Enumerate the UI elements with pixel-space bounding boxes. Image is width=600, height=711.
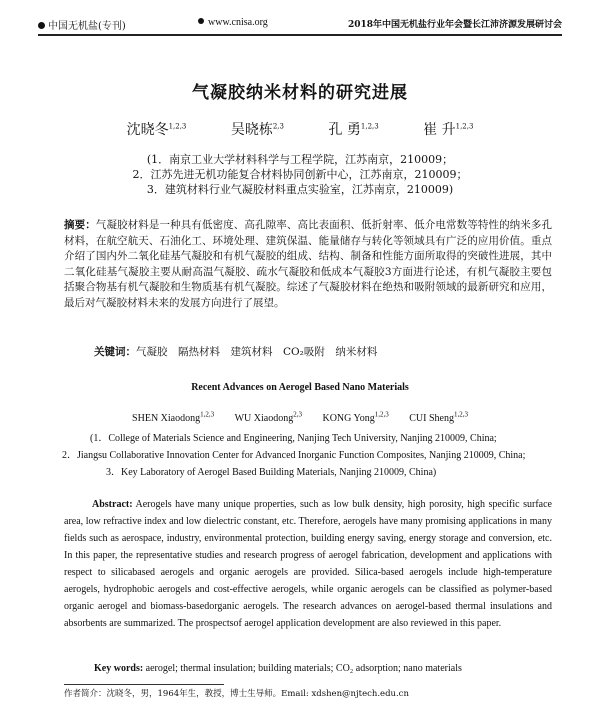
author-en: KONG Yong$^{1,2,3}$ (322, 410, 389, 424)
affiliation-line: (1．南京工业大学材料科学与工程学院，江苏南京，210009； (146, 153, 454, 166)
abstract-cn (64, 218, 552, 311)
author-cn: 沈晓冬$^{1,2,3}$ (126, 122, 187, 138)
journal-name: 中国无机盐(专刊) (38, 17, 126, 32)
conference-name: 2018年中国无机盐行业年会暨长江沛济源发展研讨会 (347, 20, 562, 30)
author-cn: 崔 升$^{1,2,3}$ (423, 122, 474, 138)
running-header (38, 14, 562, 36)
abstract-text-en: Aerogels have many unique properties, such as low bulk density, high porosity, high specific surface area, low refractive index and low dielectric constant, etc. Therefore, aerogels have many promising applications in many fields such as aerospace, industry, environmental protection, building energy saving, energy storage and conversion, etc. In this paper, the representative studies and research progress of aerogel fabrication, development and applications with respect to silicabased aerogels and organic aerogels are provided. Silica-based aerogels include high-temperature aerogels, hydrophobic aerogels and cost-effective aerogels, while organic aerogels can be classified as polymer-based organic aerogel and biomass-basedorganic aerogels. The research advances on aerogel-based thermal insulations and absorbents are summarized. The prospectsof aerogel application development are also reviewed in this paper. (64, 499, 552, 629)
author-cn: 孔 勇$^{1,2,3}$ (328, 122, 379, 138)
paper-title-en: Recent Advances on Aerogel Based Nano Materials (191, 382, 409, 393)
keywords-label-cn: 关键词： (94, 346, 136, 358)
paper-title-cn: 气凝胶纳米材料的研究进展 (192, 83, 408, 103)
affiliation-line: 3．Key Laboratory of Aerogel Based Building Materials, Nanjing 210009, China) (106, 467, 437, 478)
keywords-label-en: Key words: (94, 663, 144, 674)
keywords-text-en: aerogel; thermal insulation; building materials; CO₂ adsorption; nano materials (145, 663, 462, 674)
abstract-en (64, 496, 552, 632)
abstract-text-cn: 气凝胶材料是一种具有低密度、高孔隙率、高比表面积、低折射率、低介电常数等特性的纳米多孔材料，在航空航天、石油化工、环境处理、建筑保温、能量储存与转化等领域具有广泛的应用价值。重点介绍了国内外二氧化硅基气凝胶和有机气凝胶的组成、结构、制备和性能方面所取得的突破性进展，其中二氧化硅基气凝胶主要从耐高温气凝胶、疏水气凝胶和低成本气凝胶3方面进行论述，有机气凝胶主要包括聚合物基有机气凝胶和生物质基有机气凝胶。综述了气凝胶材料在绝热和吸附领域的最新研究和应用，最后对气凝胶材料未来的发展方向进行了展望。 (64, 219, 553, 309)
keywords-en (94, 663, 552, 674)
affiliation-line: 2．Jiangsu Collaborative Innovation Center for Advanced Inorganic Function Composites, Nanjing 210009, China; (62, 450, 526, 461)
affiliations-cn (0, 152, 600, 197)
author-list-en (0, 410, 600, 424)
footnote-divider (64, 684, 224, 685)
author-footnote: 作者简介：沈晓冬，男，1964年生，教授，博士生导师。Email: xdshen@njtech.edu.cn (64, 689, 409, 699)
affiliations-en (62, 430, 552, 481)
author-en: SHEN Xiaodong$^{1,2,3}$ (132, 410, 215, 424)
bullet-icon (198, 18, 204, 24)
keywords-cn (94, 344, 552, 359)
abstract-label-en: Abstract: (92, 499, 133, 510)
affiliation-line: (1．College of Materials Science and Engineering, Nanjing Tech University, Nanjing 210009, China; (90, 433, 497, 444)
affiliation-line: 2．江苏先进无机功能复合材料协同创新中心，江苏南京，210009； (132, 168, 468, 181)
journal-website: www.cnisa.org (198, 17, 268, 28)
author-en: WU Xiaodong$^{2,3}$ (234, 410, 302, 424)
affiliation-line: 3．建筑材料行业气凝胶材料重点实验室，江苏南京，210009) (146, 183, 454, 196)
author-en: CUI Sheng$^{1,2,3}$ (409, 410, 468, 424)
abstract-label-cn: 摘要： (64, 219, 96, 231)
author-cn: 吴晓栋$^{2,3}$ (230, 122, 284, 138)
keywords-text-cn: 气凝胶 隔热材料 建筑材料 CO₂吸附 纳米材料 (136, 346, 378, 358)
bullet-icon (38, 22, 45, 29)
author-list-cn (0, 119, 600, 139)
